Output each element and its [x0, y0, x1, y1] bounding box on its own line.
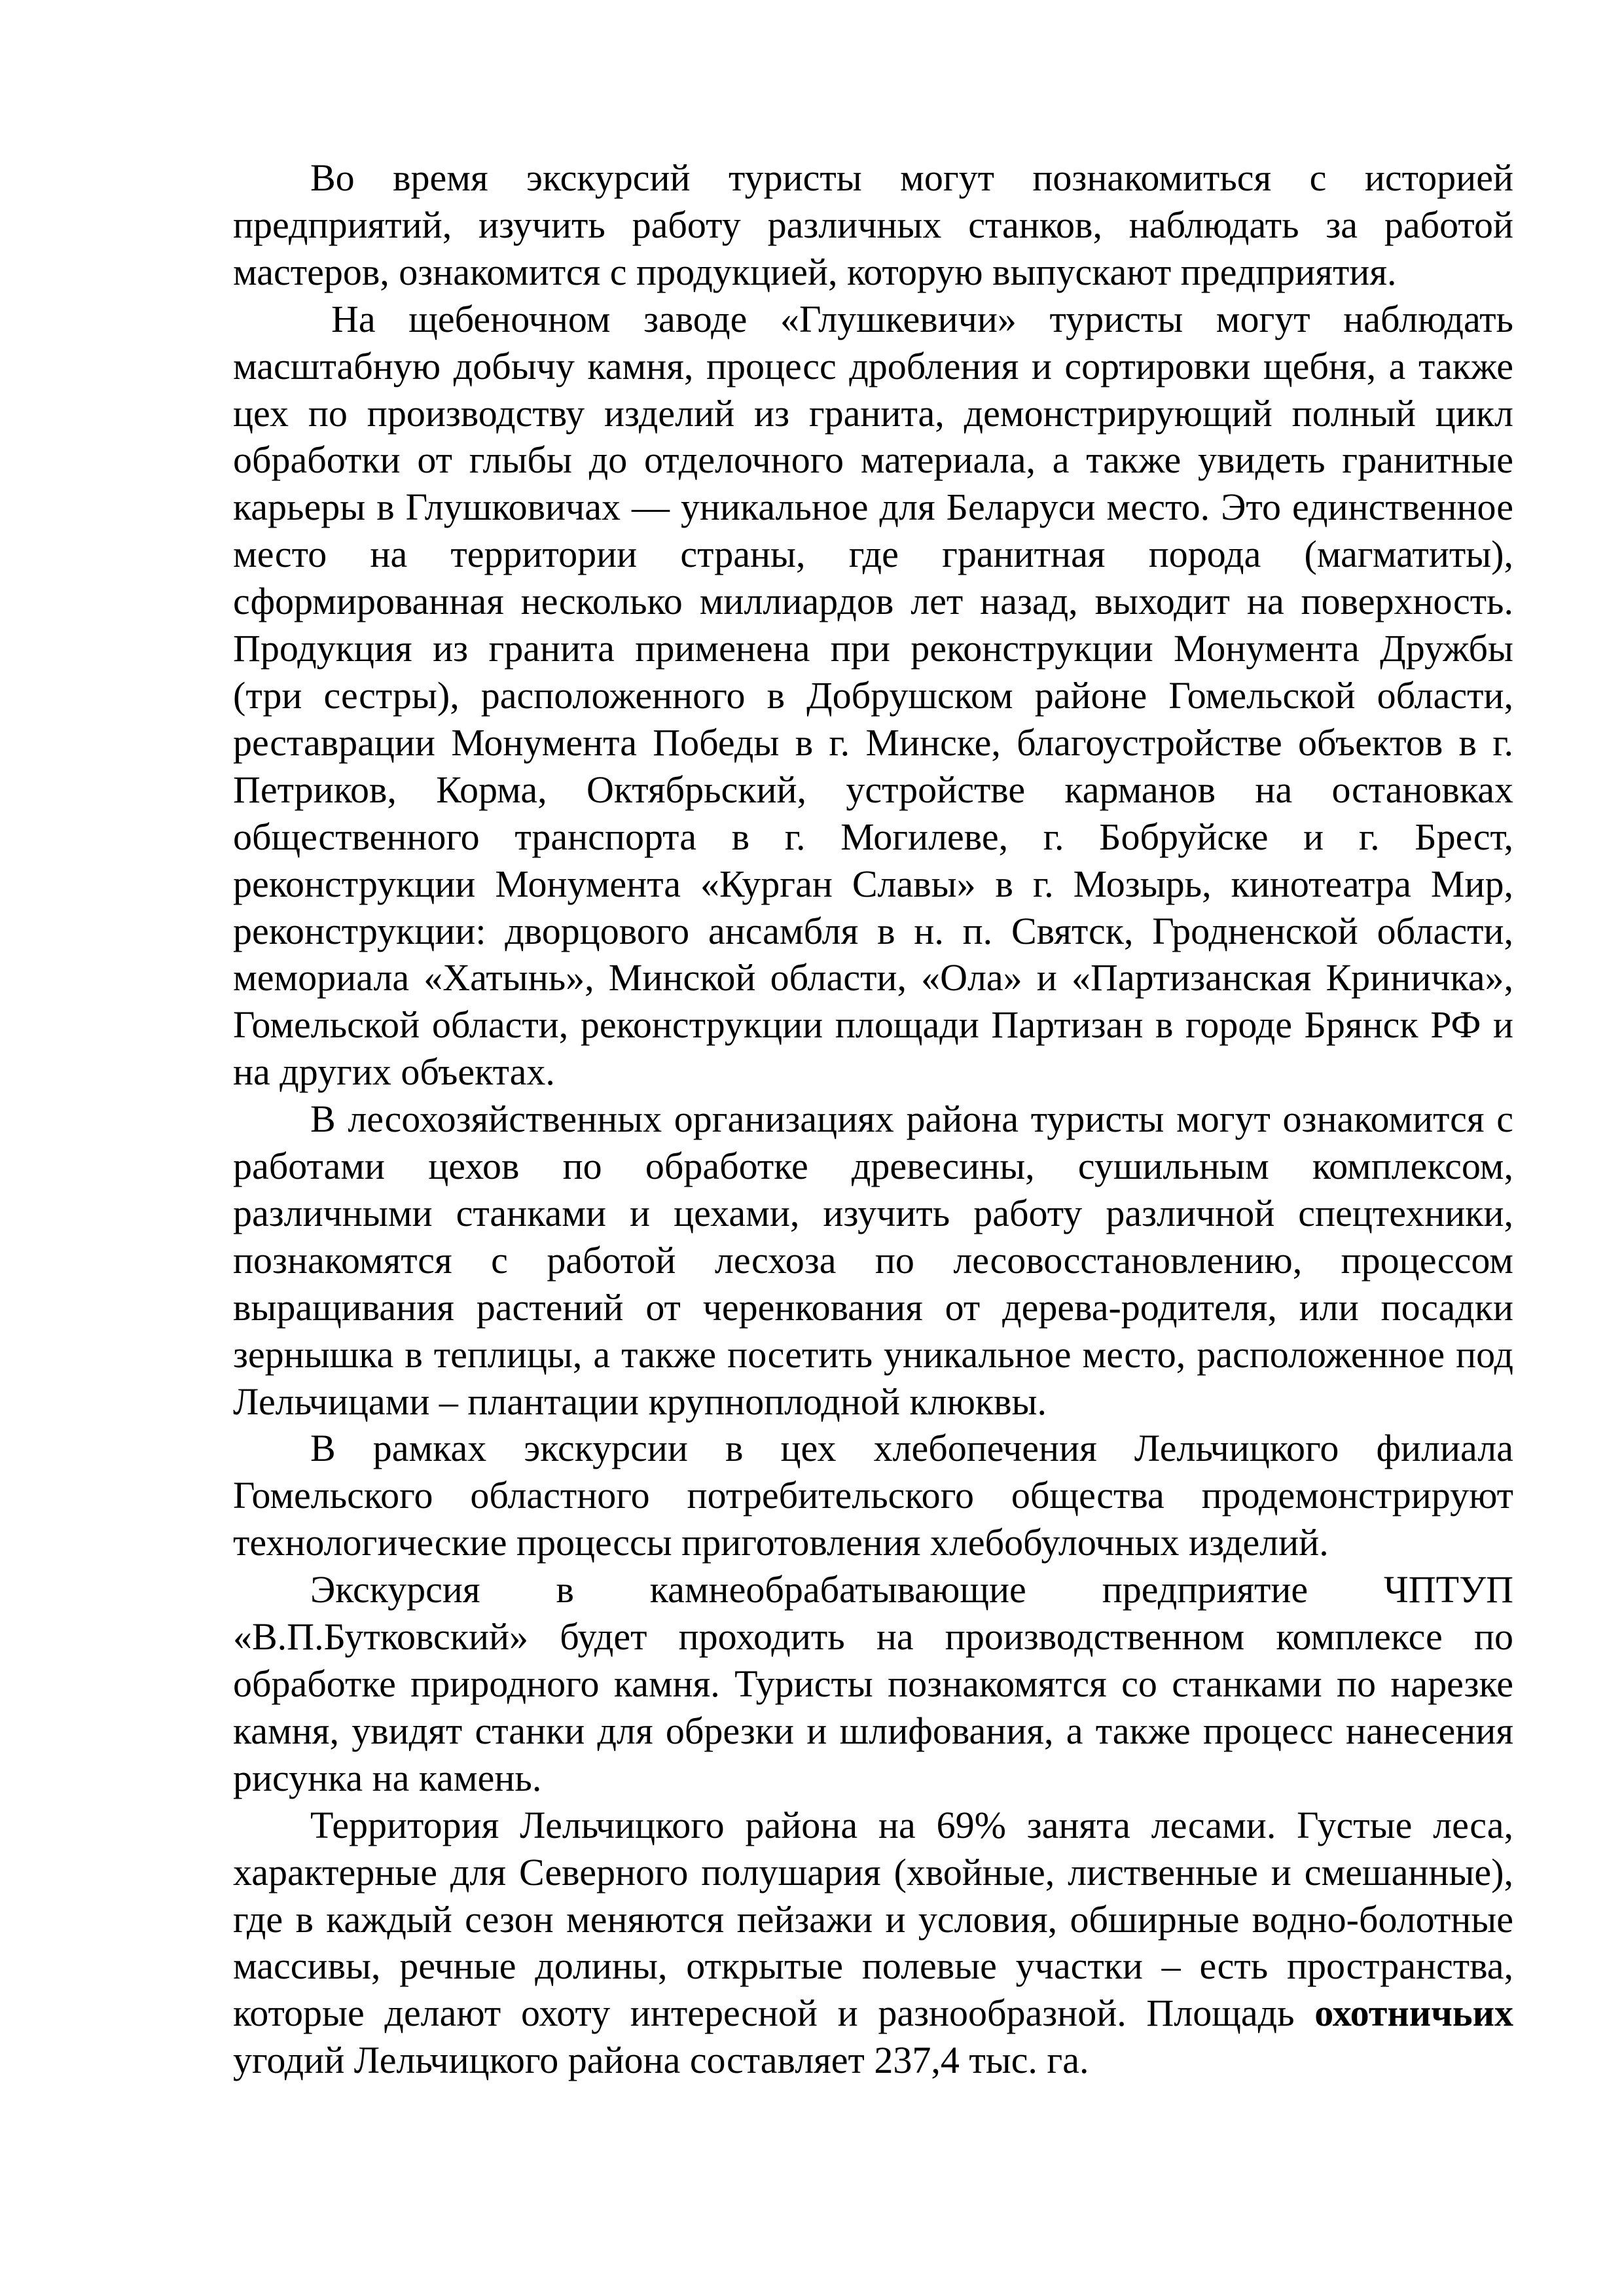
paragraph-bakery: В рамках экскурсии в цех хлебопечения Лельчицкого филиала Гомельского областного потребительского общества продемонстрируют технологические процессы приготовления хлебобулочных изделий.: [233, 1427, 1513, 1564]
paragraph-forestry: В лесохозяйственных организациях района туристы могут ознакомится с работами цехов по обработке древесины, сушильным комплексом, различными станками и цехами, изучить работу различной спецтехники, познакомятся с работой лесхоза по лесовосстановлению, процессом выращивания растений от черенкования от дерева-родителя, или посадки зернышка в теплицы, а также посетить уникальное место, расположенное под Лельчицами – плантации крупноплодной клюквы.: [233, 1098, 1513, 1423]
hunting-bold-word: охотничьих: [1314, 1992, 1513, 2035]
hunting-text-start: Территория Лельчицкого района на 69% занята лесами. Густые леса, характерные для Северного полушария (хвойные, лиственные и смешанные), где в каждый сезон меняются пейзажи и условия, обширные водно-болотные массивы, речные долины, открытые полевые участки – есть пространства, которые делают охоту интересной и разнообразной. Площадь: [233, 1803, 1513, 2035]
paragraph-hunting-grounds: [233, 1802, 1513, 2084]
hunting-text-end: угодий Лельчицкого района составляет 237,4 тыс. га.: [233, 2039, 1089, 2082]
paragraph-stone-processing: Экскурсия в камнеобрабатывающие предприятие ЧПТУП «В.П.Бутковский» будет проходить на производственном комплексе по обработке природного камня. Туристы познакомятся со станками по нарезке камня, увидят станки для обрезки и шлифования, а также процесс нанесения рисунка на камень.: [233, 1568, 1513, 1799]
paragraph-excursions-intro: Во время экскурсий туристы могут познакомиться с историей предприятий, изучить работу различных станков, наблюдать за работой мастеров, ознакомится с продукцией, которую выпускают предприятия.: [233, 156, 1513, 293]
body-text: [233, 154, 1513, 2084]
paragraph-granite-plant: На щебеночном заводе «Глушкевичи» туристы могут наблюдать масштабную добычу камня, процесс дробления и сортировки щебня, а также цех по производству изделий из гранита, демонстрирующий полный цикл обработки от глыбы до отделочного материала, а также увидеть гранитные карьеры в Глушковичах — уникальное для Беларуси место. Это единственное место на территории страны, где гранитная порода (магматиты), сформированная несколько миллиардов лет назад, выходит на поверхность. Продукция из гранита применена при реконструкции Монумента Дружбы (три сестры), расположенного в Добрушском районе Гомельской области, реставрации Монумента Победы в г. Минске, благоустройстве объектов в г. Петриков, Корма, Октябрьский, устройстве карманов на остановках общественного транспорта в г. Могилеве, г. Бобруйске и г. Брест, реконструкции Монумента «Курган Славы» в г. Мозырь, кинотеатра Мир, реконструкции: дворцового ансамбля в н. п. Святск, Гродненской области, мемориала «Хатынь», Минской области, «Ола» и «Партизанская Криничка», Гомельской области, реконструкции площади Партизан в городе Брянск РФ и на других объектах.: [233, 297, 1513, 1094]
